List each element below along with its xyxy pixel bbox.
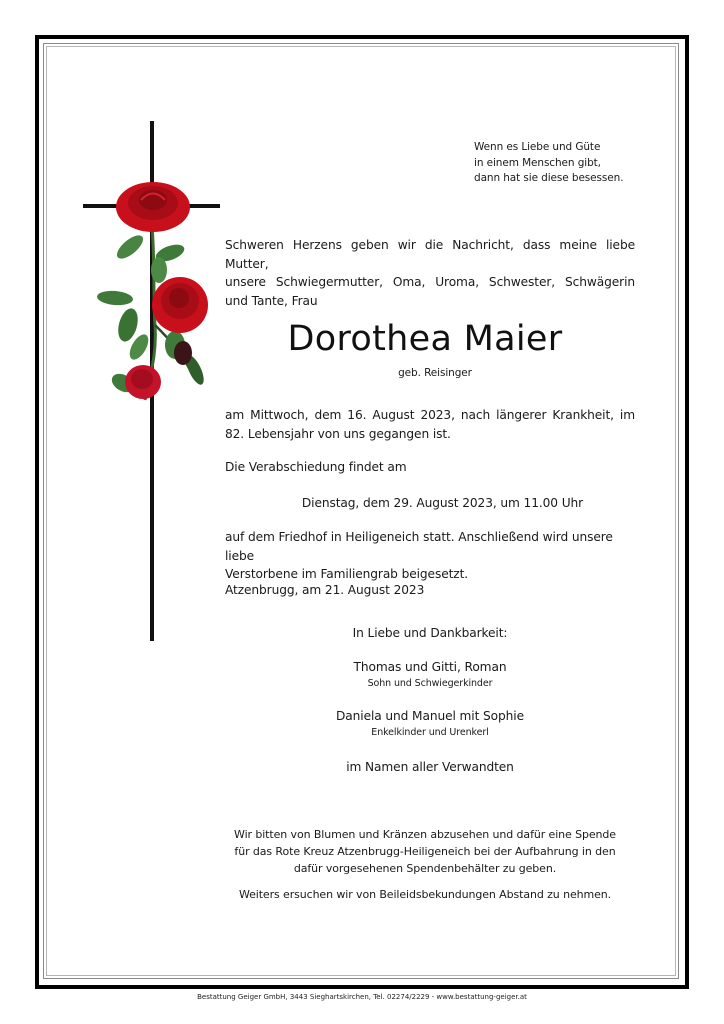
rose-top [116, 182, 190, 232]
intro-line: Schweren Herzens geben wir die Nachricht, dass meine liebe Mutter, [225, 238, 635, 271]
death-line: am Mittwoch, dem 16. August 2023, nach längerer Krankheit, im [225, 408, 635, 422]
farewell-intro: Die Verabschiedung findet am [225, 460, 407, 474]
quote-line: in einem Menschen gibt, [474, 156, 601, 169]
mourner-group [225, 707, 635, 739]
burial-statement [225, 528, 635, 584]
donation-line: Wir bitten von Blumen und Kränzen abzusehen und dafür eine Spende [234, 828, 616, 841]
donation-line: dafür vorgesehenen Spendenbehälter zu geben. [293, 862, 557, 875]
condolence-notice: Weiters ersuchen wir von Beileidsbekundungen Abstand zu nehmen. [238, 888, 612, 901]
death-line: 82. Lebensjahr von uns gegangen ist. [225, 426, 451, 441]
mourner-relation: Enkelkinder und Urenkerl [371, 726, 489, 738]
maiden-name: geb. Reisinger [398, 367, 472, 379]
place-date: Atzenbrugg, am 21. August 2023 [225, 583, 425, 597]
deceased-name: Dorothea Maier [287, 319, 563, 359]
announcement-intro [225, 236, 635, 310]
memorial-quote [474, 140, 623, 187]
donation-notice [215, 826, 635, 877]
mourners-closing: im Namen aller Verwandten [346, 760, 514, 774]
mourners-heading: In Liebe und Dankbarkeit: [352, 626, 508, 640]
mourner-group [225, 658, 635, 690]
mourner-relation: Sohn und Schwiegerkinder [367, 677, 493, 689]
quote-line: dann hat sie diese besessen. [474, 172, 624, 184]
burial-line: Verstorbene im Familiengrab beigesetzt. [225, 567, 469, 581]
death-statement [225, 406, 635, 443]
mourner-names: Daniela und Manuel mit Sophie [336, 709, 524, 723]
rose-bottom [125, 365, 161, 399]
intro-line: unsere Schwiegermutter, Oma, Uroma, Schwester, Schwägerin [225, 275, 635, 289]
roses-icon [95, 175, 215, 410]
intro-line: und Tante, Frau [225, 293, 318, 308]
donation-line: für das Rote Kreuz Atzenbrugg-Heiligeneich bei der Aufbahrung in den [234, 845, 616, 858]
footer-funeral-home: Bestattung Geiger GmbH, 3443 Sieghartskirchen, Tel. 02274/2229 - www.bestattung-geiger.at [197, 993, 527, 1001]
burial-line: auf dem Friedhof in Heiligeneich statt. Anschließend wird unsere liebe [225, 530, 613, 563]
quote-line: Wenn es Liebe und Güte [474, 141, 601, 153]
farewell-date: Dienstag, dem 29. August 2023, um 11.00 Uhr [301, 496, 584, 510]
mourner-names: Thomas und Gitti, Roman [353, 660, 507, 674]
